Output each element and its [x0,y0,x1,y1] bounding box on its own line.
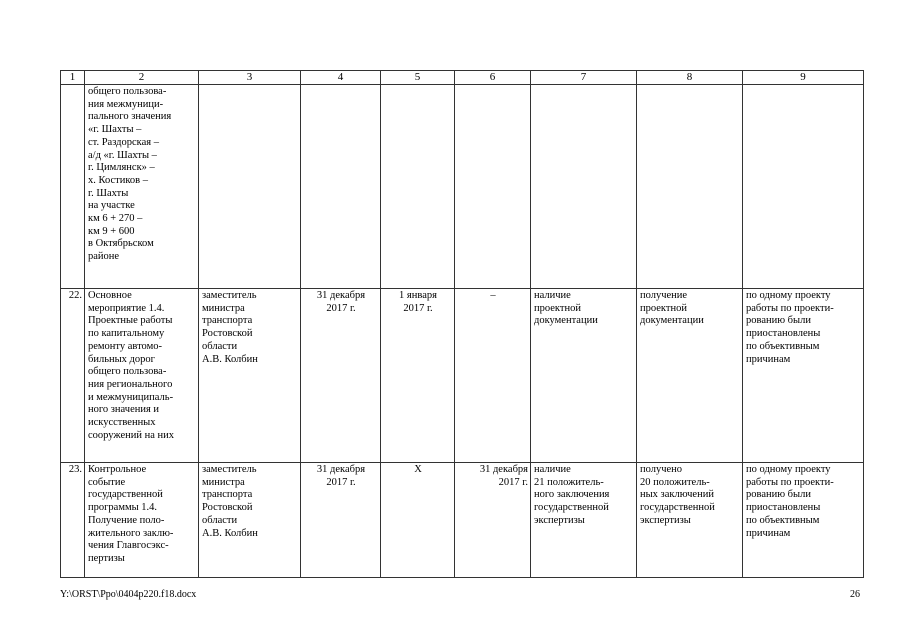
planned-end-cell: 31 декабря 2017 г. [301,289,381,463]
row-number-cell: 22. [61,289,85,463]
planned-end-cell: 31 декабря 2017 г. [301,463,381,578]
row-number-cell [61,85,85,289]
executor-cell [199,85,301,289]
column-number-header: 1 [61,71,85,85]
actual-end-cell: – [455,289,531,463]
column-number-row [61,71,864,85]
planned-end-cell [301,85,381,289]
reasons-cell: по одному проекту работы по проекти- рованию были приостановлены по объективным причинам [743,463,864,578]
page-number: 26 [850,589,860,600]
planned-result-cell: наличие 21 положитель- ного заключения государственной экспертизы [531,463,637,578]
actual-result-cell [637,85,743,289]
executor-cell: заместитель министра транспорта Ростовской области А.В. Колбин [199,289,301,463]
column-number-header: 2 [85,71,199,85]
reasons-cell: по одному проекту работы по проекти- рованию были приостановлены по объективным причинам [743,289,864,463]
file-path-footer: Y:\ORST\Ppo\0404p220.f18.docx [60,589,197,600]
actual-result-cell: получение проектной документации [637,289,743,463]
column-number-header: 6 [455,71,531,85]
start-date-cell: 1 января 2017 г. [381,289,455,463]
table-row [61,85,864,289]
event-name-cell: Контрольное событие государственной программы 1.4. Получение поло- жительного заклю- чения Главгосэкс- пертизы [85,463,199,578]
table-row [61,463,864,578]
column-number-header: 9 [743,71,864,85]
executor-cell: заместитель министра транспорта Ростовской области А.В. Колбин [199,463,301,578]
column-number-header: 8 [637,71,743,85]
column-number-header: 7 [531,71,637,85]
actual-end-cell [455,85,531,289]
start-date-cell: Х [381,463,455,578]
actual-end-cell: 31 декабря 2017 г. [455,463,531,578]
start-date-cell [381,85,455,289]
actual-result-cell: получено 20 положитель- ных заключений государственной экспертизы [637,463,743,578]
column-number-header: 5 [381,71,455,85]
report-table [60,70,864,578]
column-number-header: 3 [199,71,301,85]
planned-result-cell: наличие проектной документации [531,289,637,463]
column-number-header: 4 [301,71,381,85]
planned-result-cell [531,85,637,289]
event-name-cell: общего пользова- ния межмуници- пального значения «г. Шахты – ст. Раздорская – а/д «г. Шахты – г. Цимлянск» – х. Костиков – г. Шахты на участке км 6 + 270 – км 9 + 600 в Октябрьском районе [85,85,199,289]
row-number-cell: 23. [61,463,85,578]
table-row [61,289,864,463]
event-name-cell: Основное мероприятие 1.4. Проектные работы по капитальному ремонту автомо- бильных дорог общего пользова- ния регионального и межмуниципаль- ного значения и искусственных сооружений на них [85,289,199,463]
reasons-cell [743,85,864,289]
